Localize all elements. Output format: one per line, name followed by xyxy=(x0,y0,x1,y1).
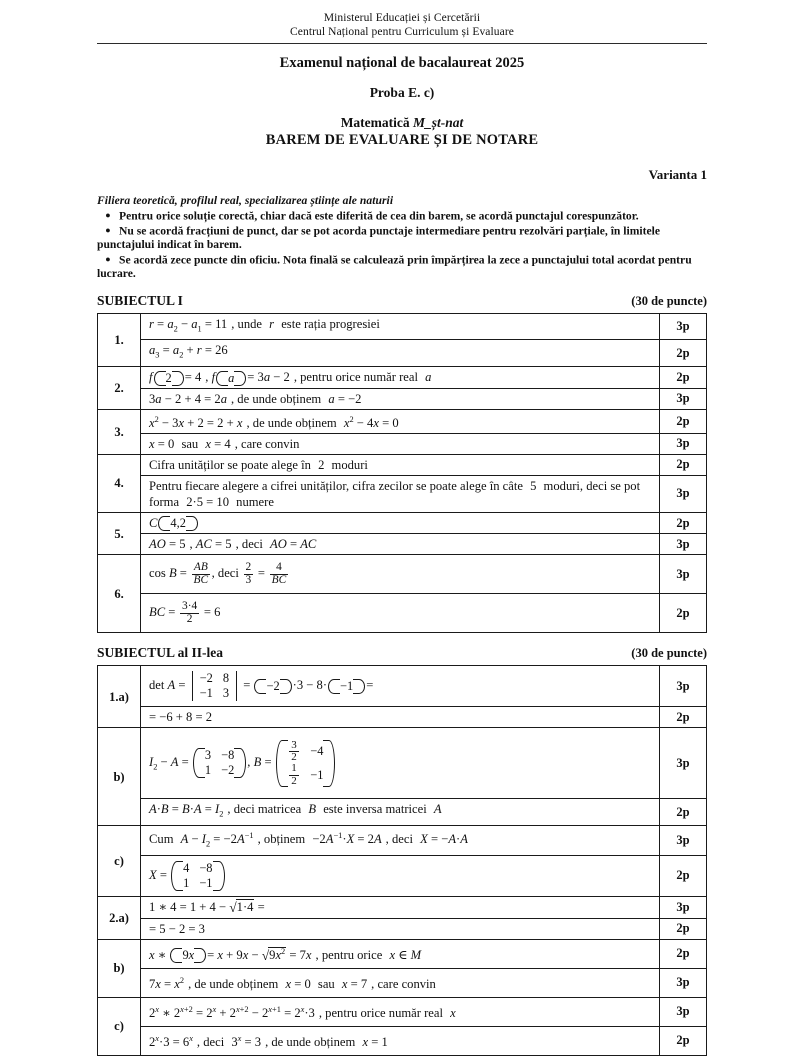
ministry-header xyxy=(97,12,707,39)
section-header-1 xyxy=(97,293,707,309)
row-index: 2. xyxy=(98,367,141,410)
row-points: 3p xyxy=(660,728,707,799)
table-row xyxy=(98,454,707,475)
instruction-text: Pentru orice soluție corectă, chiar dacă este diferită de cea din barem, se acordă punctajul corespunzător. xyxy=(119,209,639,222)
row-solution-line: 3a − 2 + 4 = 2a , de unde obținem a = −2 xyxy=(141,388,660,409)
row-solution-line: $a_3 = a_2 + r = 26$ xyxy=(141,340,660,367)
row-solution-line: x = 0 sau x = 4 , care convin xyxy=(141,433,660,454)
row-index: 3. xyxy=(98,409,141,454)
ministry-line-2: Centrul Național pentru Curriculum și Evaluare xyxy=(290,25,514,38)
row-points: 3p xyxy=(660,313,707,340)
row-points: 2p xyxy=(660,367,707,389)
row-points: 3p xyxy=(660,475,707,512)
instruction-list xyxy=(97,209,707,281)
row-points: 3p xyxy=(660,896,707,918)
instruction-text: Se acordă zece puncte din oficiu. Nota finală se calculează prin împărțirea la zece a punctajului total acordat pentru lucrare. xyxy=(97,253,692,281)
row-solution-line: = −6 + 8 = 2 xyxy=(141,707,660,728)
table-row xyxy=(98,594,707,633)
row-index: c) xyxy=(98,997,141,1055)
row-solution-line: x ∗ 9x = $x + 9x - √9x^2 = 7x$ , pentru orice x ∈ M xyxy=(141,939,660,968)
table-row xyxy=(98,855,707,896)
subject-code: M_șt-nat xyxy=(413,115,464,130)
table-row xyxy=(98,433,707,454)
row-index: 2.a) xyxy=(98,896,141,939)
row-solution-line: C 4,2 xyxy=(141,512,660,534)
bullet-icon: ● xyxy=(105,209,111,220)
table-row xyxy=(98,666,707,707)
section-title: SUBIECTUL al II-lea xyxy=(97,645,224,661)
row-solution-line: 1 ∗ 4 = 1 + 4 − √1·4 = xyxy=(141,896,660,918)
table-row xyxy=(98,313,707,340)
row-solution-line: $I_2 - A$ = 3 −8 1 −2 , B = $\frac{3}{2}$ −4 $\frac{1}{2}$ −1 xyxy=(141,728,660,799)
bullet-icon: ● xyxy=(105,254,111,265)
row-solution-line: $7x = x^2$ , de unde obținem x = 0 sau x = 7 , care convin xyxy=(141,968,660,997)
row-solution-line: $r = a_2 - a_1 = 11$ , unde r este rația progresiei xyxy=(141,313,660,340)
row-solution-line: f 2 = 4 , f a = 3a − 2 , pentru orice număr real a xyxy=(141,367,660,389)
row-solution-line: det A = −2 8 −1 3 = −2 ·3 − 8· −1 = xyxy=(141,666,660,707)
table-row xyxy=(98,475,707,512)
table-row xyxy=(98,896,707,918)
row-points: 2p xyxy=(660,340,707,367)
table-row xyxy=(98,918,707,939)
row-points: 3p xyxy=(660,666,707,707)
table-row xyxy=(98,340,707,367)
barem-table-subiect-2 xyxy=(97,665,707,1055)
instruction-text: Nu se acordă fracțiuni de punct, dar se pot acorda punctaje intermediare pentru rezolvări parțiale, în limitele punctajului indicat în barem. xyxy=(97,224,660,252)
row-solution-line: BC = $\frac{3\cdot 4}{2}$ = 6 xyxy=(141,594,660,633)
row-points: 2p xyxy=(660,855,707,896)
barem-table-subiect-1 xyxy=(97,313,707,633)
section-points: (30 de puncte) xyxy=(631,646,707,661)
section-points: (30 de puncte) xyxy=(631,293,707,308)
row-solution-line: $x^2 - 3x + 2 = 2 + x$ , de unde obținem $x^2 - 4x = 0$ xyxy=(141,409,660,433)
row-solution-line: AO = 5 , AC = 5 , deci AO = AC xyxy=(141,534,660,555)
row-points: 2p xyxy=(660,512,707,534)
row-index: 4. xyxy=(98,454,141,512)
row-points: 3p xyxy=(660,433,707,454)
varianta-label: Varianta 1 xyxy=(648,167,707,182)
row-points: 3p xyxy=(660,997,707,1026)
table-row xyxy=(98,997,707,1026)
row-solution-line: 2$^x$ ∗ $2^{x+2} = 2^x + 2^{x+2} - 2^{x+1} = 2^x\cdot 3$ , pentru orice număr real x xyxy=(141,997,660,1026)
subject-line xyxy=(97,115,707,131)
row-index: b) xyxy=(98,939,141,997)
bullet-icon: ● xyxy=(105,225,111,236)
table-row xyxy=(98,1026,707,1055)
table-row xyxy=(98,409,707,433)
proba-label: Proba E. c) xyxy=(369,85,435,100)
row-solution-line: Cifra unităților se poate alege în 2 moduri xyxy=(141,454,660,475)
subject-prefix: Matematică xyxy=(340,115,414,130)
row-solution-line: Pentru fiecare alegere a cifrei unităților, cifra zecilor se poate alege în câte 5 moduri, deci se pot forma 2·5 = 10 numere xyxy=(141,475,660,512)
row-points: 3p xyxy=(660,968,707,997)
row-points: 2p xyxy=(660,454,707,475)
row-points: 2p xyxy=(660,1026,707,1055)
instruction-item xyxy=(97,224,707,252)
row-points: 2p xyxy=(660,799,707,826)
section-title: SUBIECTUL I xyxy=(97,292,183,308)
row-points: 3p xyxy=(660,388,707,409)
row-points: 2p xyxy=(660,939,707,968)
row-solution-line: cos B = $\frac{AB}{BC}$ , deci $\frac{2}{3}$ = $\frac{4}{BC}$ xyxy=(141,555,660,594)
row-points: 2p xyxy=(660,707,707,728)
row-solution-line: $2^x\cdot 3 = 6^x$ , deci $3^x = 3$ , de unde obținem x = 1 xyxy=(141,1026,660,1055)
instruction-item xyxy=(97,209,707,223)
row-points: 2p xyxy=(660,918,707,939)
filiera-line: Filiera teoretică, profilul real, specializarea științe ale naturii xyxy=(97,194,394,207)
table-row xyxy=(98,555,707,594)
exam-title: Examenul național de bacalaureat 2025 xyxy=(279,55,525,71)
table-row xyxy=(98,968,707,997)
table-row xyxy=(98,939,707,968)
table-row xyxy=(98,367,707,389)
row-points: 3p xyxy=(660,534,707,555)
header-divider xyxy=(97,43,707,44)
row-index: 1. xyxy=(98,313,141,366)
table-row xyxy=(98,512,707,534)
table-row xyxy=(98,534,707,555)
row-index: c) xyxy=(98,825,141,896)
row-index: b) xyxy=(98,728,141,826)
row-solution-line: $A\cdot B = B\cdot A = I_2$ , deci matricea B este inversa matricei A xyxy=(141,799,660,826)
row-points: 3p xyxy=(660,555,707,594)
table-row xyxy=(98,825,707,855)
table-row xyxy=(98,388,707,409)
instruction-item xyxy=(97,253,707,281)
ministry-line-1: Ministerul Educației și Cercetării xyxy=(323,12,481,24)
row-solution-line: Cum $A - I_2 = -2A^{-1}$ , obținem $-2A^{-1}\cdot X = 2A$ , deci X = −A·A xyxy=(141,825,660,855)
row-points: 2p xyxy=(660,409,707,433)
barem-title: BAREM DE EVALUARE ȘI DE NOTARE xyxy=(265,132,539,148)
section-header-2 xyxy=(97,645,707,661)
row-index: 5. xyxy=(98,512,141,555)
row-solution-line: X = 4 −8 1 −1 xyxy=(141,855,660,896)
row-index: 1.a) xyxy=(98,666,141,728)
row-solution-line: = 5 − 2 = 3 xyxy=(141,918,660,939)
row-index: 6. xyxy=(98,555,141,633)
row-points: 2p xyxy=(660,594,707,633)
table-row xyxy=(98,799,707,826)
row-points: 3p xyxy=(660,825,707,855)
table-row xyxy=(98,707,707,728)
table-row xyxy=(98,728,707,799)
